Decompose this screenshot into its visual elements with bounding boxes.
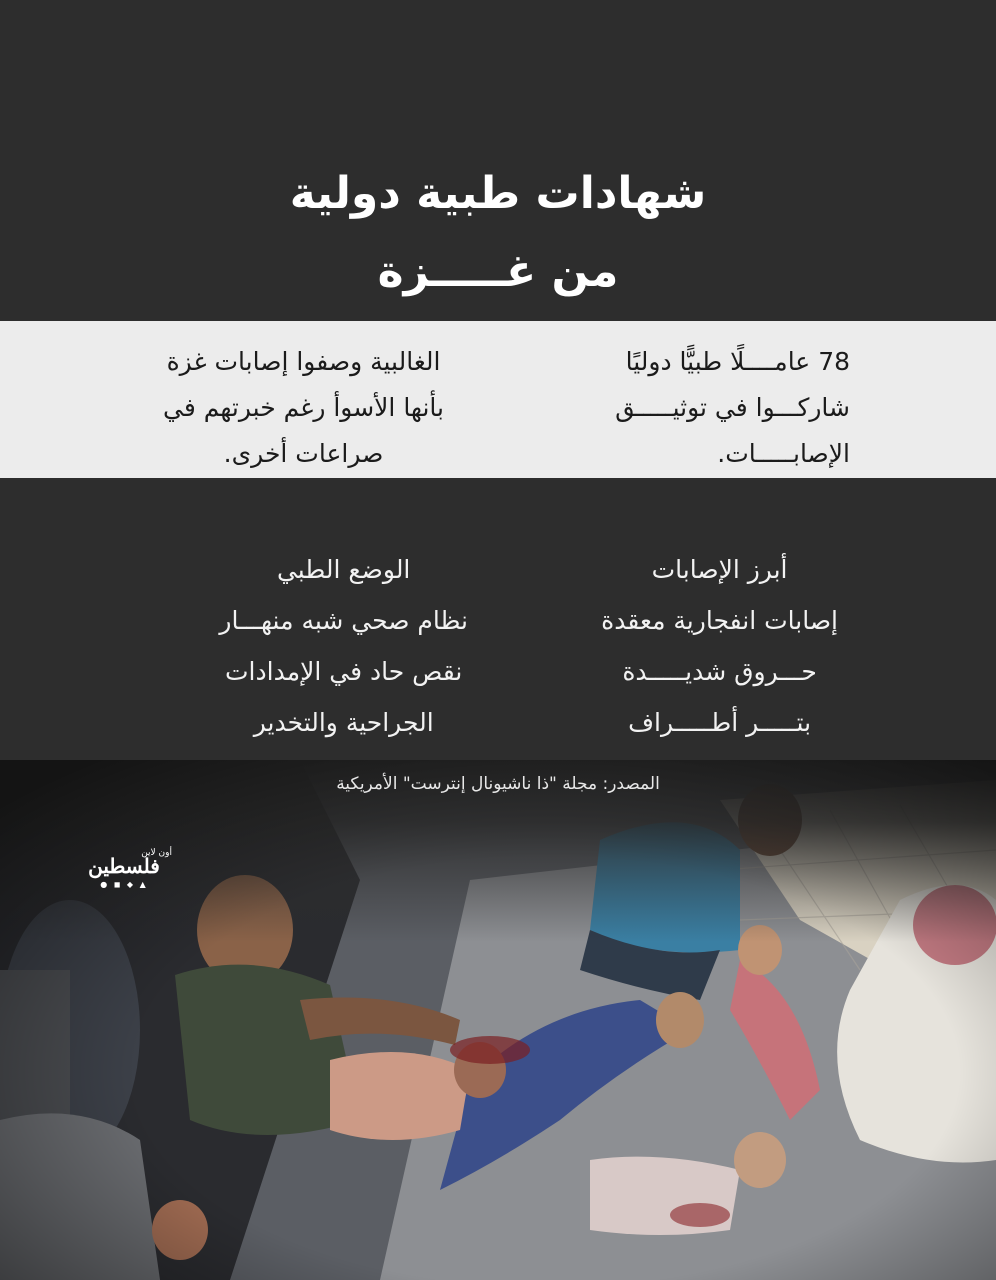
summary-band: [0, 321, 996, 478]
list-item: حـــروق شديـــــدة: [622, 657, 817, 686]
list-item: نظام صحي شبه منهـــار: [219, 606, 468, 635]
page-title-line-1: شهادات طبية دولية: [289, 168, 707, 219]
background-photo: [0, 760, 996, 1280]
summary-line: 78 عامــــلًا طبيًّا دوليًا: [625, 347, 850, 376]
brand-logo: [74, 848, 174, 902]
medical-heading: الوضع الطبي: [276, 555, 411, 584]
list-item: نقص حاد في الإمدادات: [225, 657, 463, 686]
logo-subtitle: أون لاين: [141, 848, 172, 858]
summary-line: الإصابـــــات.: [717, 439, 850, 468]
injuries-heading: أبرز الإصابات: [651, 555, 788, 584]
list-item: بتـــــر أطـــــراف: [628, 708, 812, 737]
logo-wordmark: فلسطين: [88, 854, 160, 878]
summary-line: صراعات أخرى.: [223, 439, 384, 468]
summary-severity: [163, 339, 444, 477]
medical-situation-list: [219, 544, 468, 748]
summary-line: الغالبية وصفوا إصابات غزة: [166, 347, 441, 376]
list-item: الجراحية والتخدير: [253, 708, 434, 737]
social-icons: ● ◼ ◆ ▲: [100, 880, 148, 889]
page-title-line-2: من غـــــزة: [377, 246, 619, 297]
injuries-list: [601, 544, 838, 748]
source-credit: المصدر: مجلة "ذا ناشيونال إنترست" الأمريكية: [336, 774, 660, 794]
summary-workers: [615, 339, 850, 477]
list-item: إصابات انفجارية معقدة: [601, 606, 838, 635]
summary-line: شاركـــوا في توثيـــــق: [615, 393, 850, 422]
summary-line: بأنها الأسوأ رغم خبرتهم في: [163, 393, 444, 422]
